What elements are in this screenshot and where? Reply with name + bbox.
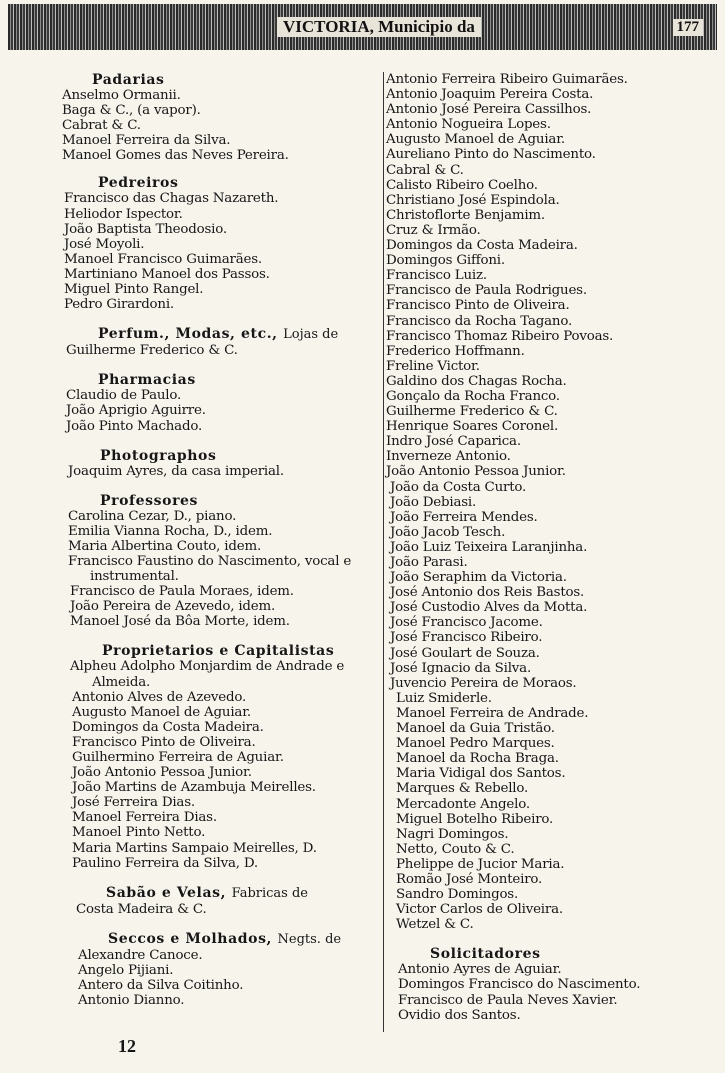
- list-item: Christoflorte Benjamim.: [386, 207, 545, 223]
- list-item: João Luiz Teixeira Laranjinha.: [390, 539, 588, 555]
- list-item: Heliodor Ispector.: [64, 206, 183, 222]
- list-item: José Francisco Ribeiro.: [390, 630, 543, 646]
- section-heading-pharmacias: Pharmacias: [98, 372, 196, 389]
- section-heading-proprietarios: Proprietarios e Capitalistas: [102, 643, 335, 660]
- list-item: Victor Carlos de Oliveira.: [396, 902, 563, 918]
- list-item: Francisco Luiz.: [386, 268, 487, 284]
- list-item: João Antonio Pessoa Junior.: [72, 765, 252, 781]
- list-item: Freline Victor.: [386, 358, 480, 374]
- list-item: Maria Albertina Couto, idem.: [68, 538, 262, 554]
- list-item: José Antonio dos Reis Bastos.: [390, 585, 585, 601]
- list-item: Cruz & Irmão.: [386, 222, 481, 238]
- list-item: Paulino Ferreira da Silva, D.: [72, 855, 258, 871]
- list-item: Claudio de Paulo.: [66, 388, 182, 404]
- list-item: Antonio Ferreira Ribeiro Guimarães.: [386, 72, 628, 87]
- list-item: Guilherme Frederico & C.: [66, 343, 238, 359]
- list-item: Cabrat & C.: [62, 118, 141, 134]
- list-item: Augusto Manoel de Aguiar.: [72, 704, 251, 720]
- footer-page-number: 12: [118, 1036, 136, 1056]
- list-item: Carolina Cezar, D., piano.: [68, 508, 237, 524]
- list-item: João Martins de Azambuja Meirelles.: [72, 780, 316, 796]
- list-item: Pedro Girardoni.: [64, 297, 174, 313]
- list-item: Ovidio dos Santos.: [398, 1007, 521, 1023]
- list-item: Gonçalo da Rocha Franco.: [386, 388, 560, 404]
- list-item: João Debiasi.: [390, 494, 477, 510]
- list-item: João Antonio Pessoa Junior.: [386, 464, 566, 480]
- list-item: Francisco Faustino do Nascimento, vocal e: [68, 553, 352, 569]
- section-heading-sabao: [106, 885, 382, 902]
- list-item: Augusto Manoel de Aguiar.: [386, 132, 565, 148]
- section-heading-professores: Professores: [100, 492, 199, 509]
- list-item: Alpheu Adolpho Monjardim de Andrade e: [70, 659, 345, 675]
- list-item: Domingos da Costa Madeira.: [386, 238, 578, 254]
- list-item: Antonio Joaquim Pereira Costa.: [386, 87, 594, 103]
- list-item: Angelo Pijiani.: [78, 962, 174, 978]
- list-item: Manoel José da Bôa Morte, idem.: [70, 614, 290, 630]
- list-item: Sandro Domingos.: [396, 887, 519, 903]
- heading-main: Perfum., Modas, etc.,: [98, 326, 278, 343]
- section-heading-padarias: Padarias: [92, 72, 165, 88]
- list-item: Mercadonte Angelo.: [396, 796, 530, 812]
- list-item: José Custodio Alves da Motta.: [390, 600, 588, 616]
- list-item: Joaquim Ayres, da casa imperial.: [68, 463, 284, 479]
- list-item: Antonio José Pereira Cassilhos.: [386, 102, 592, 118]
- list-item: Guilherme Frederico & C.: [386, 404, 558, 420]
- list-item: Manoel Ferreira da Silva.: [62, 133, 231, 149]
- list-item: João Aprigio Aguirre.: [66, 403, 206, 419]
- list-item: Manoel Pedro Marques.: [396, 736, 555, 752]
- list-item: João Pinto Machado.: [66, 418, 203, 434]
- list-item: Romão José Monteiro.: [396, 871, 543, 887]
- list-item: Domingos Giffoni.: [386, 253, 505, 269]
- header-page-number: 177: [673, 19, 704, 36]
- list-item: Miguel Pinto Rangel.: [64, 282, 204, 298]
- list-item: Manoel Francisco Guimarães.: [64, 251, 262, 267]
- column-divider: [383, 72, 384, 1032]
- list-item: José Ignacio da Silva.: [390, 660, 532, 676]
- list-item: Manoel Ferreira de Andrade.: [396, 705, 589, 721]
- list-item: instrumental.: [90, 569, 179, 585]
- list-item: José Moyoli.: [64, 236, 145, 252]
- list-item: Alexandre Canoce.: [78, 947, 203, 963]
- list-item: Francisco da Rocha Tagano.: [386, 313, 573, 329]
- list-item: Manoel Pinto Netto.: [72, 825, 206, 841]
- list-item: Maria Martins Sampaio Meirelles, D.: [72, 840, 317, 856]
- list-item: José Francisco Jacome.: [390, 615, 543, 631]
- list-item: Antonio Dianno.: [78, 993, 185, 1009]
- list-item: Francisco Thomaz Ribeiro Povoas.: [386, 328, 614, 344]
- left-column: [60, 72, 382, 1008]
- list-item: José Ferreira Dias.: [72, 795, 195, 811]
- list-item: Inverneze Antonio.: [386, 449, 511, 465]
- list-item: Guilhermino Ferreira de Aguiar.: [72, 750, 284, 765]
- list-item: Francisco de Paula Moraes, idem.: [70, 584, 294, 600]
- list-item: Frederico Hoffmann.: [386, 343, 525, 359]
- list-item: Francisco de Paula Neves Xavier.: [398, 992, 618, 1008]
- list-item: Christiano José Espindola.: [386, 192, 560, 208]
- section-heading-seccos: [108, 931, 382, 948]
- list-item: João Baptista Theodosio.: [64, 221, 227, 237]
- list-item: Manoel Gomes das Neves Pereira.: [62, 148, 289, 164]
- section-heading-pedreiros: Pedreiros: [98, 175, 179, 192]
- list-item: Phelippe de Jucior Maria.: [396, 856, 565, 872]
- section-heading-perfumarias: [98, 326, 382, 343]
- list-item: João Ferreira Mendes.: [390, 509, 538, 525]
- list-item: Calisto Ribeiro Coelho.: [386, 177, 538, 193]
- section-heading-solicitadores: Solicitadores: [430, 946, 541, 963]
- list-item: Cabral & C.: [386, 162, 464, 178]
- heading-main: Sabão e Velas,: [106, 884, 227, 901]
- list-item: Almeida.: [92, 674, 151, 690]
- list-item: Domingos da Costa Madeira.: [72, 719, 264, 735]
- right-column: [386, 72, 718, 1023]
- heading-rest: Lojas de: [283, 327, 339, 343]
- list-item: João Jacob Tesch.: [390, 524, 506, 540]
- list-item: Miguel Botelho Ribeiro.: [396, 811, 554, 827]
- list-item: Antonio Alves de Azevedo.: [72, 689, 247, 705]
- section-heading-photographos: Photographos: [100, 447, 217, 464]
- list-item: Baga & C., (a vapor).: [62, 103, 201, 119]
- list-item: Galdino dos Chagas Rocha.: [386, 373, 567, 389]
- list-item: Francisco das Chagas Nazareth.: [64, 191, 279, 207]
- heading-rest: Fabricas de: [231, 885, 308, 901]
- list-item: Domingos Francisco do Nascimento.: [398, 977, 641, 993]
- list-item: Costa Madeira & C.: [76, 901, 207, 917]
- running-title: VICTORIA, Municipio da: [277, 17, 481, 37]
- list-item: Antero da Silva Coitinho.: [78, 978, 244, 994]
- list-item: Antonio Nogueira Lopes.: [386, 117, 551, 133]
- list-item: Nagri Domingos.: [396, 826, 509, 842]
- list-item: Francisco Pinto de Oliveira.: [386, 298, 570, 314]
- list-item: José Goulart de Souza.: [390, 645, 540, 661]
- list-item: Luiz Smiderle.: [396, 690, 492, 706]
- list-item: Manoel da Guia Tristão.: [396, 721, 555, 737]
- name-list: [386, 72, 718, 932]
- list-item: João Pereira de Azevedo, idem.: [70, 599, 276, 615]
- list-item: João da Costa Curto.: [390, 479, 527, 495]
- list-item: Juvencio Pereira de Moraos.: [390, 675, 577, 691]
- page-header: [8, 4, 717, 50]
- list-item: Antonio Ayres de Aguiar.: [398, 962, 562, 978]
- list-item: Manoel Ferreira Dias.: [72, 810, 217, 826]
- list-item: Wetzel & C.: [396, 917, 474, 933]
- list-item: Francisco Pinto de Oliveira.: [72, 734, 256, 750]
- heading-rest: Negts. de: [277, 931, 342, 947]
- list-item: Manoel da Rocha Braga.: [396, 751, 559, 767]
- list-item: Henrique Soares Coronel.: [386, 419, 559, 435]
- list-item: João Parasi.: [390, 555, 468, 570]
- list-item: Indro José Caparica.: [386, 434, 521, 450]
- list-item: Emilia Vianna Rocha, D., idem.: [68, 523, 273, 539]
- list-item: Maria Vidigal dos Santos.: [396, 766, 566, 782]
- list-item: Marques & Rebello.: [396, 781, 529, 797]
- heading-main: Seccos e Molhados,: [108, 930, 273, 947]
- list-item: Martiniano Manoel dos Passos.: [64, 266, 270, 282]
- list-item: Netto, Couto & C.: [396, 841, 515, 857]
- list-item: Francisco de Paula Rodrigues.: [386, 283, 587, 299]
- list-item: João Seraphim da Victoria.: [390, 570, 567, 586]
- list-item: Aureliano Pinto do Nascimento.: [386, 147, 596, 163]
- list-item: Anselmo Ormanii.: [62, 88, 181, 103]
